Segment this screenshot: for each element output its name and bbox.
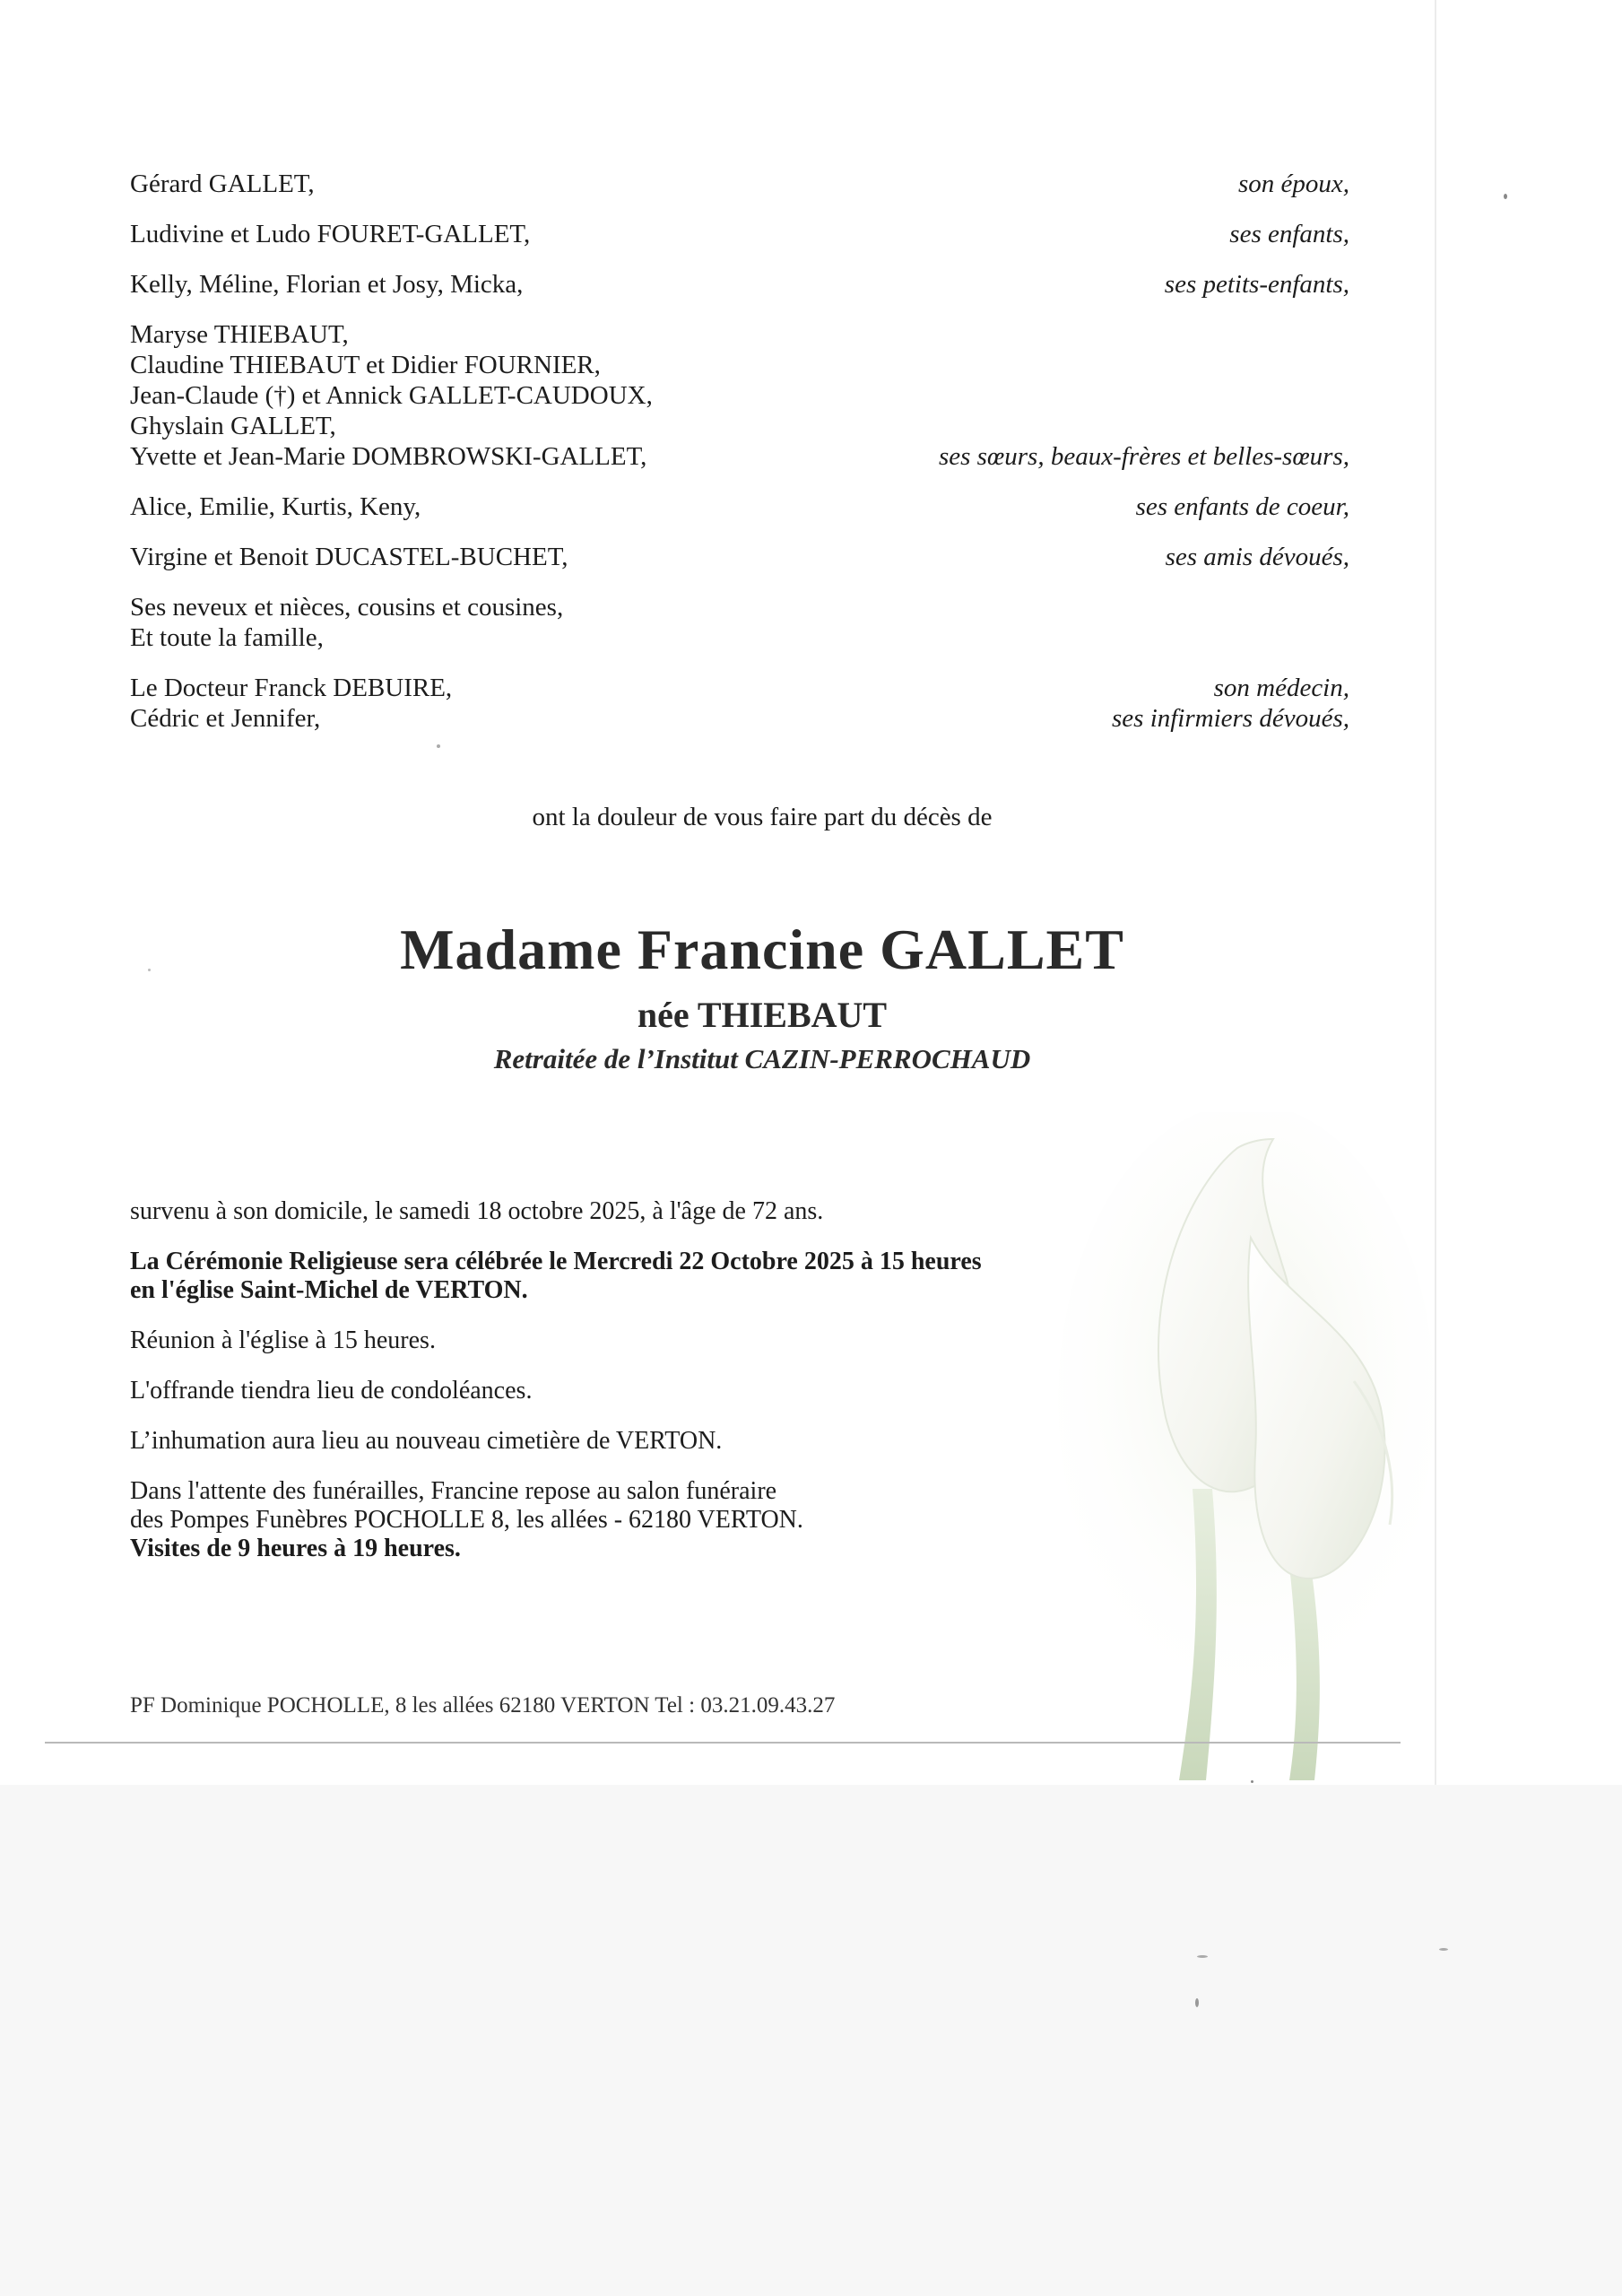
calla-lily-icon (1058, 1112, 1435, 1780)
family-row (130, 542, 1349, 572)
ceremony-notice (130, 1248, 1116, 1305)
family-relation (1238, 169, 1349, 199)
family-relation-line: ses enfants, (1229, 220, 1349, 248)
family-relation (1166, 542, 1349, 572)
family-name-line: Alice, Emilie, Kurtis, Keny, (130, 492, 421, 521)
family-name-line: Et toute la famille, (130, 623, 324, 652)
intro-line: ont la douleur de vous faire part du décès de (532, 803, 993, 831)
rest-line-1: Dans l'attente des funérailles, Francine repose au salon funéraire (130, 1477, 777, 1505)
family-names (130, 169, 1349, 199)
family-relation-line: ses sœurs, beaux-frères et belles-sœurs, (938, 442, 1349, 471)
family-name-line: Gérard GALLET, (130, 170, 315, 198)
meeting-notice: Réunion à l'église à 15 heures. (130, 1326, 436, 1354)
family-name-line: Cédric et Jennifer, (130, 704, 321, 733)
family-row (130, 592, 1349, 653)
family-relation (1136, 491, 1349, 522)
family-relation (939, 441, 1349, 472)
family-name-line: Claudine THIEBAUT et Didier FOURNIER, (130, 351, 601, 379)
rest-notice (130, 1477, 1116, 1563)
family-list (130, 169, 1349, 753)
family-name-line: Ghyslain GALLET, (130, 412, 336, 440)
family-relation-line: son époux, (1237, 170, 1349, 198)
rest-line-2: des Pompes Funèbres POCHOLLE 8, les allées - 62180 VERTON. (130, 1506, 803, 1534)
burial-notice: L’inhumation aura lieu au nouveau cimetière de VERTON. (130, 1427, 723, 1455)
family-name-line: Yvette et Jean-Marie DOMBROWSKI-GALLET, (130, 442, 647, 471)
family-row (130, 673, 1349, 734)
death-notice: survenu à son domicile, le samedi 18 octobre 2025, à l'âge de 72 ans. (130, 1197, 824, 1225)
family-relation-line: son médecin, (1213, 674, 1349, 702)
occupation-line: Retraitée de l’Institut CAZIN-PERROCHAUD (493, 1043, 1031, 1074)
family-row (130, 269, 1349, 300)
ceremony-line-2: en l'église Saint-Michel de VERTON. (130, 1276, 528, 1304)
family-relation-line: ses amis dévoués, (1165, 543, 1349, 571)
family-name-line: Ludivine et Ludo FOURET-GALLET, (130, 220, 531, 248)
family-names (130, 219, 1349, 249)
family-name-line: Le Docteur Franck DEBUIRE, (130, 674, 453, 702)
family-row (130, 491, 1349, 522)
scan-background (0, 1785, 1622, 2296)
offering-notice: L'offrande tiendra lieu de condoléances. (130, 1377, 533, 1405)
funeral-home-footer: PF Dominique POCHOLLE, 8 les allées 62180 VERTON Tel : 03.21.09.43.27 (130, 1693, 836, 1718)
family-row (130, 219, 1349, 249)
ceremony-line-1: La Cérémonie Religieuse sera célébrée le Mercredi 22 Octobre 2025 à 15 heures (130, 1248, 982, 1275)
family-relation (1165, 269, 1349, 300)
visits-line: Visites de 9 heures à 19 heures. (130, 1535, 461, 1562)
family-row (130, 319, 1349, 472)
family-names (130, 592, 1349, 653)
family-relation (1229, 219, 1349, 249)
maiden-name: née THIEBAUT (637, 995, 888, 1035)
family-name-line: Ses neveux et nièces, cousins et cousines, (130, 593, 564, 622)
deceased-name: Madame Francine GALLET (400, 918, 1124, 981)
details-block (130, 1197, 1116, 1585)
family-relation-line: ses petits-enfants, (1164, 270, 1349, 299)
sheet-right-edge (1435, 0, 1436, 1785)
family-name-line: Jean-Claude (†) et Annick GALLET-CAUDOUX, (130, 381, 653, 410)
family-name-line: Kelly, Méline, Florian et Josy, Micka, (130, 270, 524, 299)
family-relation-line: ses enfants de coeur, (1135, 492, 1349, 521)
family-relation-line: ses infirmiers dévoués, (1112, 704, 1349, 733)
sheet-bottom-rule (45, 1742, 1401, 1744)
family-row (130, 169, 1349, 199)
family-name-line: Maryse THIEBAUT, (130, 320, 349, 349)
family-name-line: Virgine et Benoit DUCASTEL-BUCHET, (130, 543, 568, 571)
family-relation (1112, 673, 1349, 734)
